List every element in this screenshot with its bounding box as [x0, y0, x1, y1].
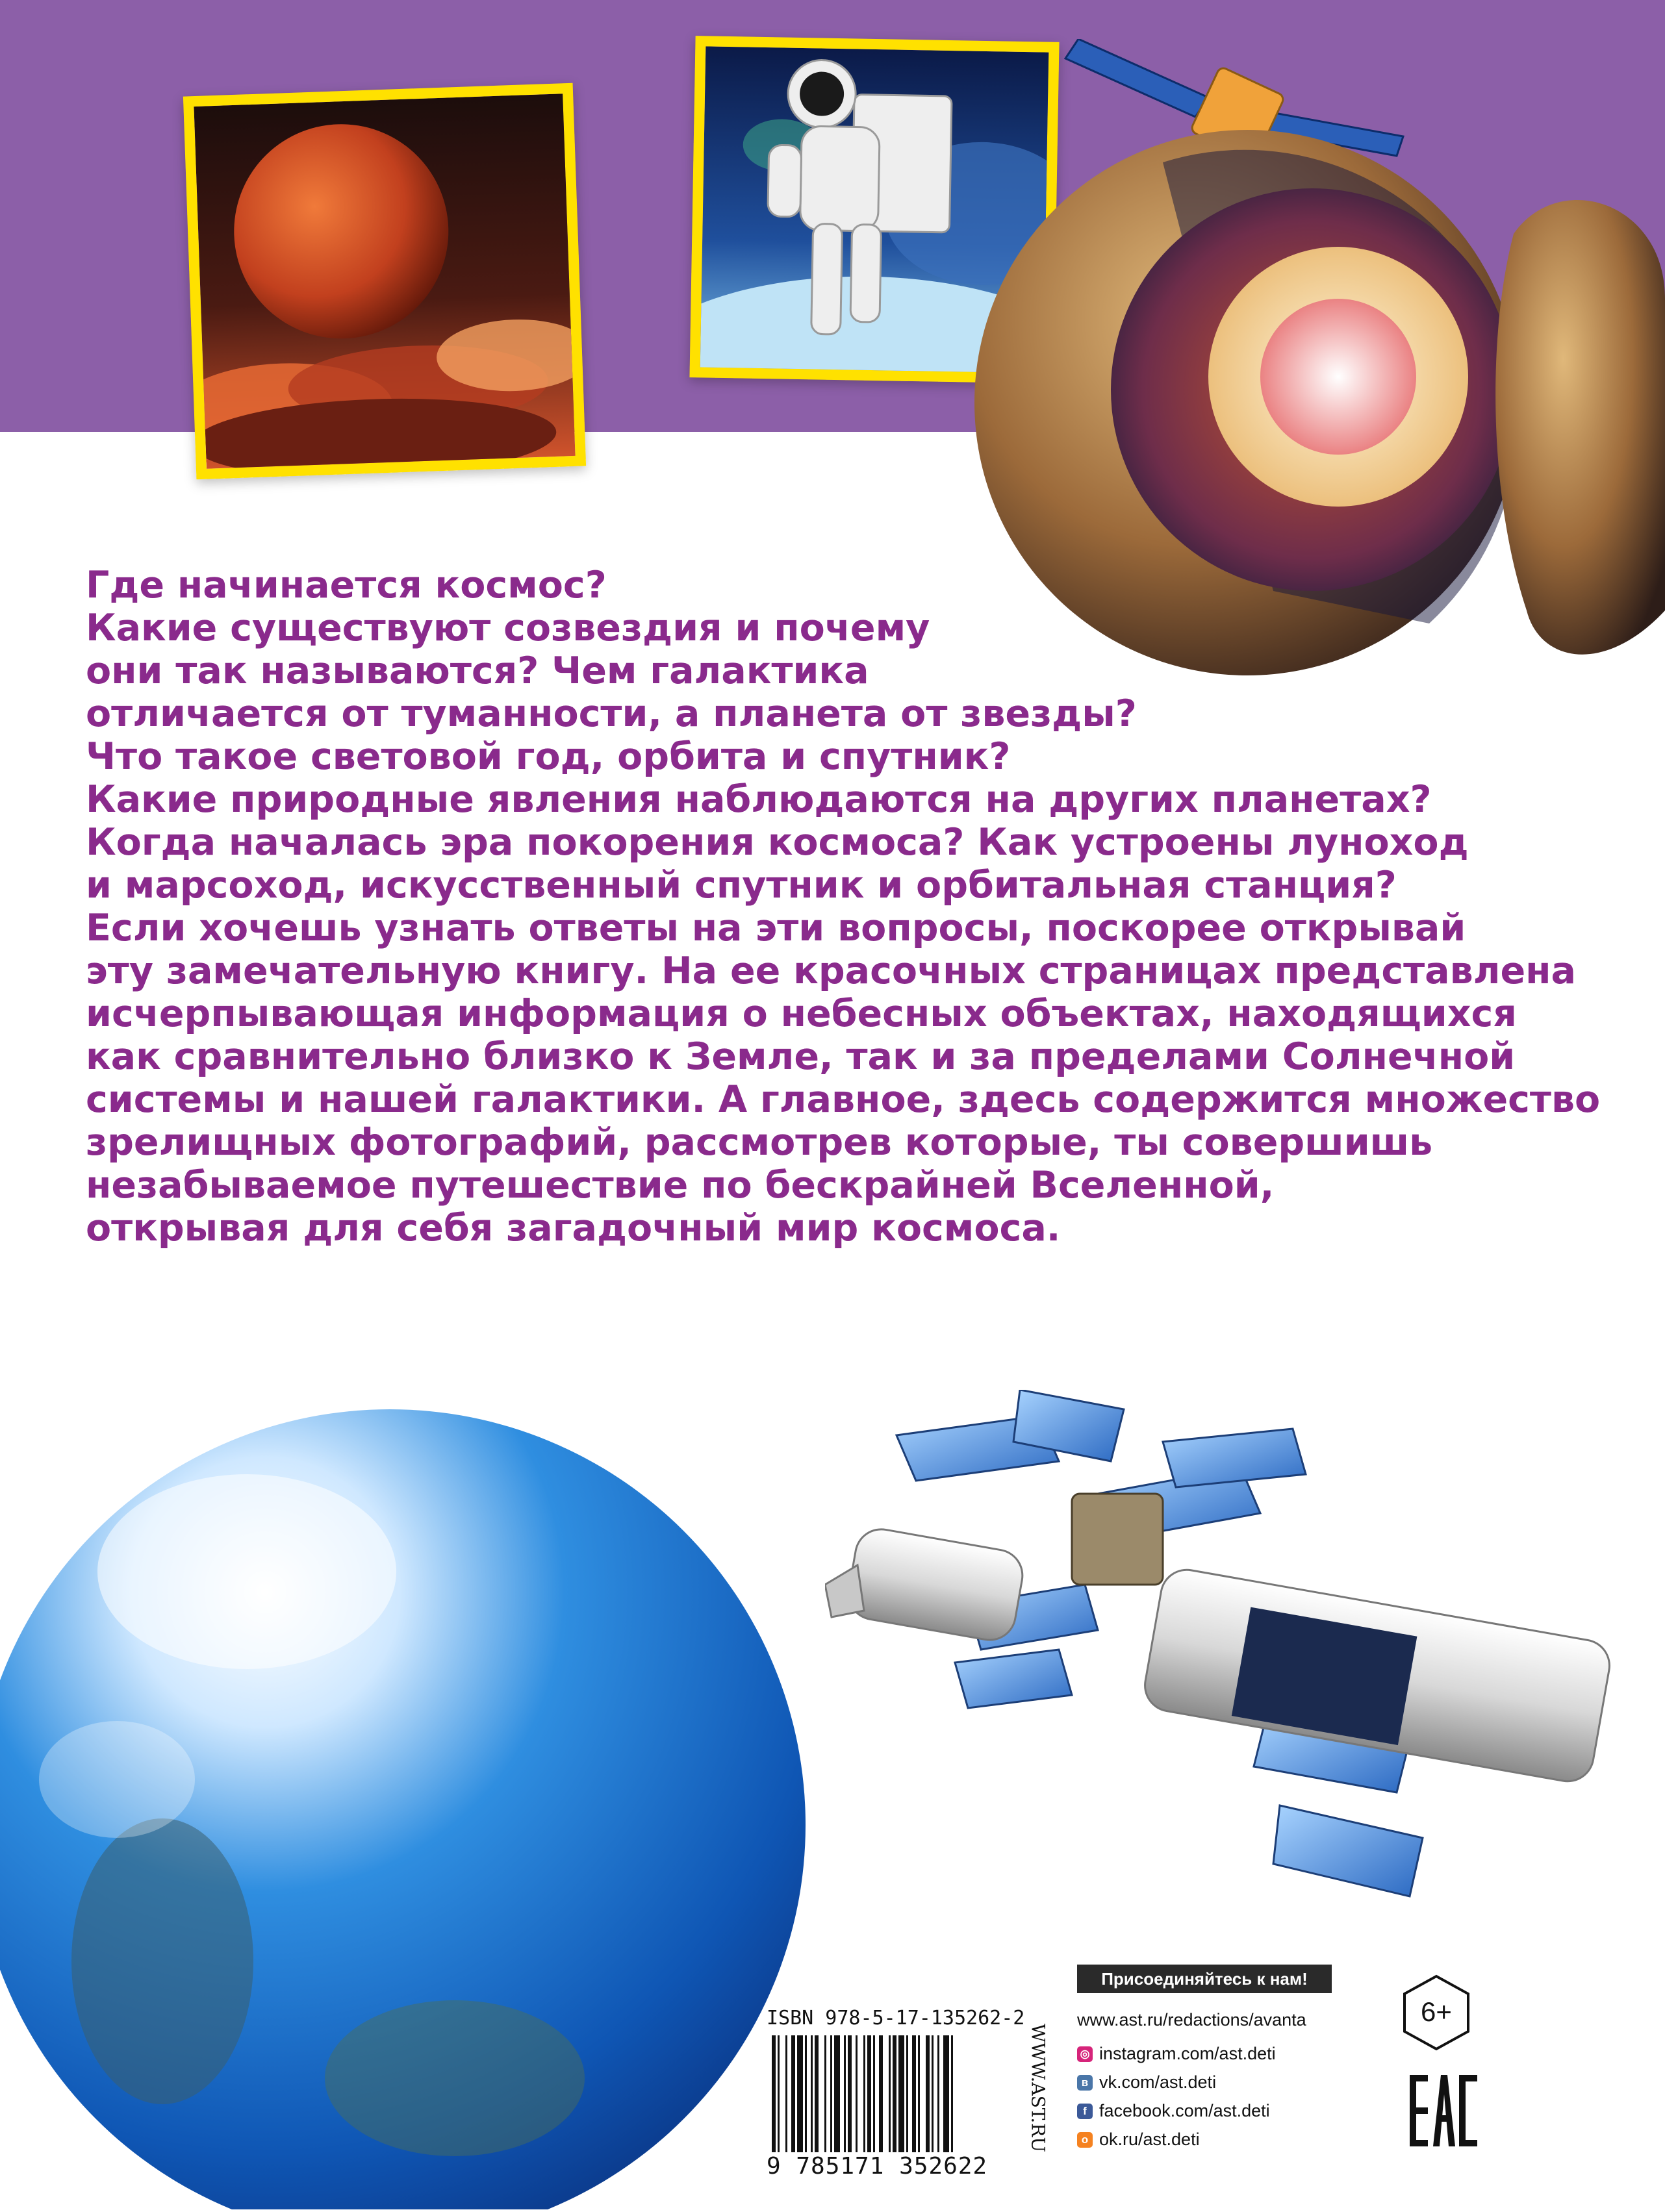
vk-icon: в: [1077, 2075, 1093, 2091]
ok-icon: o: [1077, 2132, 1093, 2148]
description-line: Если хочешь узнать ответы на эти вопросы, поскорее открывай: [86, 907, 1466, 949]
social-links-block: [1077, 1965, 1337, 2179]
earth-globe-image: [0, 1377, 832, 2209]
vk-link[interactable]: [1077, 2072, 1216, 2093]
description-line: Что такое световой год, орбита и спутник?: [86, 735, 1011, 778]
description-line: Какие природные явления наблюдаются на других планетах?: [86, 778, 1432, 821]
description-line: они так называются? Чем галактика: [86, 649, 869, 692]
site-url-vertical: [1025, 2004, 1051, 2172]
description-line: исчерпывающая информация о небесных объектах, находящихся: [86, 992, 1517, 1035]
barcode-digits: 9 785171 352622: [767, 2153, 988, 2180]
ok-link[interactable]: [1077, 2130, 1200, 2150]
ok-text: ok.ru/ast.deti: [1099, 2130, 1200, 2149]
website-text: www.ast.ru/redactions/avanta: [1077, 2010, 1306, 2030]
join-us-banner: Присоединяйтесь к нам!: [1077, 1965, 1332, 1993]
description-line: и марсоход, искусственный спутник и орбитальная станция?: [86, 864, 1397, 907]
description-line: незабываемое путешествие по бескрайней Вселенной,: [86, 1164, 1275, 1207]
site-url-text: WWW.AST.RU: [1027, 2024, 1049, 2152]
facebook-text: facebook.com/ast.deti: [1099, 2101, 1270, 2120]
barcode-bars: [767, 2035, 1026, 2152]
age-rating-text: 6+: [1421, 1996, 1452, 2027]
description-line: эту замечательную книгу. На ее красочных страницах представлена: [86, 949, 1576, 992]
barcode-block: [767, 2007, 1046, 2182]
description-line: Где начинается космос?: [86, 564, 607, 607]
description-line: как сравнительно близко к Земле, так и за пределами Солнечной: [86, 1035, 1516, 1078]
isbn-label: ISBN 978-5-17-135262-2: [767, 2007, 1025, 2030]
description-line: открывая для себя загадочный мир космоса.: [86, 1207, 1061, 1250]
description-line: системы и нашей галактики. А главное, здесь содержится множество: [86, 1078, 1601, 1121]
red-moon-photo: [183, 83, 586, 480]
age-rating-badge: [1402, 1974, 1471, 2051]
instagram-text: instagram.com/ast.deti: [1099, 2044, 1276, 2063]
facebook-icon: f: [1077, 2104, 1093, 2119]
description-line: Какие существуют созвездия и почему: [86, 607, 930, 649]
instagram-icon: ◎: [1077, 2046, 1093, 2062]
space-station-image: [825, 1390, 1644, 1948]
vk-text: vk.com/ast.deti: [1099, 2072, 1217, 2092]
description-line: Когда началась эра покорения космоса? Как устроены луноход: [86, 821, 1469, 864]
instagram-link[interactable]: [1077, 2044, 1276, 2064]
website-link[interactable]: [1077, 2010, 1306, 2030]
description-line: зрелищных фотографий, рассмотрев которые, ты совершишь: [86, 1121, 1433, 1164]
red-moon-image: [194, 94, 576, 470]
eac-certification-mark: [1410, 2075, 1477, 2146]
description-line: отличается от туманности, а планета от звезды?: [86, 692, 1137, 735]
book-description: [86, 564, 1601, 1250]
facebook-link[interactable]: [1077, 2101, 1270, 2121]
